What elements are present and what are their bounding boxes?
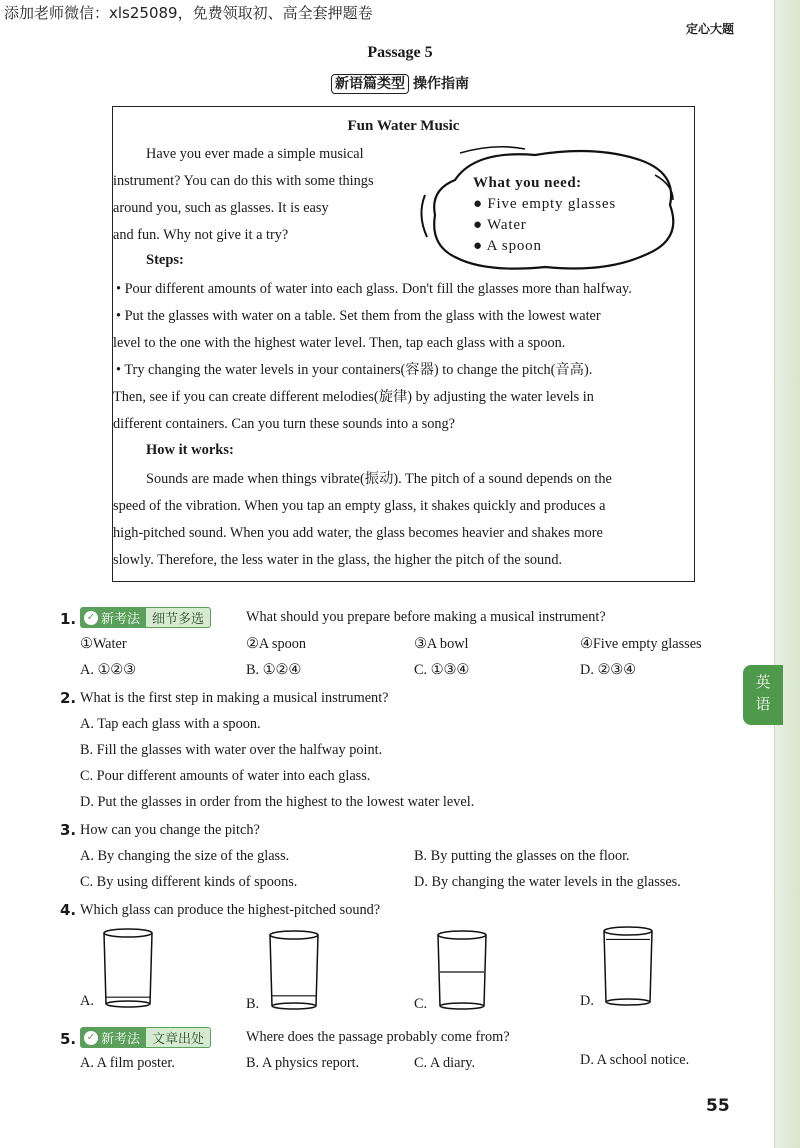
question-text: Where does the passage probably come from? xyxy=(246,1029,510,1045)
answer-option[interactable]: C. Pour different amounts of water into each glass. xyxy=(80,768,371,784)
question-number: 5. xyxy=(60,1030,77,1048)
question-text: What is the first step in making a musical instrument? xyxy=(80,690,389,706)
tag-main: 新考法 xyxy=(101,612,141,627)
lightbulb-icon: ✓ xyxy=(84,611,98,625)
question-number: 2. xyxy=(60,689,77,707)
steps-heading: Steps: xyxy=(146,252,184,268)
answer-option[interactable]: D. xyxy=(580,993,594,1009)
steps-line: • Pour different amounts of water into each glass. Don't fill the glasses more than halfway. xyxy=(116,281,632,297)
tag-main: 新考法 xyxy=(101,1032,141,1047)
cloud-item: ● Water xyxy=(473,217,527,233)
answer-option[interactable]: D. Put the glasses in order from the highest to the lowest water level. xyxy=(80,794,475,810)
how-line: slowly. Therefore, the less water in the glass, the higher the pitch of the sound. xyxy=(113,552,563,568)
answer-option[interactable]: D. By changing the water levels in the glasses. xyxy=(414,874,681,890)
intro-line: and fun. Why not give it a try? xyxy=(113,227,289,243)
item-option: ①Water xyxy=(80,636,127,652)
answer-option[interactable]: B. ①②④ xyxy=(246,662,302,678)
question-number: 1. xyxy=(60,610,77,628)
answer-option[interactable]: D. A school notice. xyxy=(580,1052,690,1068)
tag-sub: 细节多选 xyxy=(146,607,211,628)
how-it-works-heading: How it works: xyxy=(146,442,234,458)
answer-option[interactable]: C. ①③④ xyxy=(414,662,470,678)
cloud-title: What you need: xyxy=(473,175,582,191)
question-text: Which glass can produce the highest-pitched sound? xyxy=(80,902,381,918)
question-text: How can you change the pitch? xyxy=(80,822,260,838)
steps-line: Then, see if you can create different melodies(旋律) by adjusting the water levels in xyxy=(113,389,594,405)
answer-option[interactable]: B. Fill the glasses with water over the halfway point. xyxy=(80,742,383,758)
how-line: speed of the vibration. When you tap an empty glass, it shakes quickly and produces a xyxy=(113,498,606,514)
steps-line: • Put the glasses with water on a table. Set them from the glass with the lowest water xyxy=(116,308,601,324)
article-title: Fun Water Music xyxy=(347,118,460,134)
lightbulb-icon: ✓ xyxy=(84,1031,98,1045)
glass-b-icon xyxy=(266,930,322,1012)
answer-option[interactable]: A. By changing the size of the glass. xyxy=(80,848,290,864)
cloud-item: ● Five empty glasses xyxy=(473,196,616,212)
page-number: 55 xyxy=(706,1096,730,1116)
steps-line: • Try changing the water levels in your containers(容器) to change the pitch(音高). xyxy=(116,362,593,378)
steps-line: level to the one with the highest water level. Then, tap each glass with a spoon. xyxy=(113,335,566,351)
glass-d-icon xyxy=(600,926,656,1008)
cloud-item: ● A spoon xyxy=(473,238,542,254)
passage-type-text: 操作指南 xyxy=(413,76,469,92)
side-tab-char: 英 xyxy=(755,673,771,691)
answer-option[interactable]: A. ①②③ xyxy=(80,662,136,678)
answer-option[interactable]: B. By putting the glasses on the floor. xyxy=(414,848,630,864)
page-edge xyxy=(774,0,800,1148)
answer-option[interactable]: D. ②③④ xyxy=(580,662,636,678)
steps-line: different containers. Can you turn these sounds into a song? xyxy=(113,416,455,432)
intro-line: instrument? You can do this with some things xyxy=(113,173,374,189)
question-text: What should you prepare before making a musical instrument? xyxy=(246,609,606,625)
how-line: high-pitched sound. When you add water, the glass becomes heavier and shakes more xyxy=(113,525,603,541)
answer-option[interactable]: C. A diary. xyxy=(414,1055,476,1071)
passage-type-tag: 新语篇类型 xyxy=(331,74,409,94)
tag-sub: 文章出处 xyxy=(146,1027,211,1048)
side-tab-char: 语 xyxy=(755,695,771,713)
question-number: 4. xyxy=(60,901,77,919)
passage-title: Passage 5 xyxy=(367,44,433,61)
answer-option[interactable]: C. By using different kinds of spoons. xyxy=(80,874,298,890)
how-line: Sounds are made when things vibrate(振动). The pitch of a sound depends on the xyxy=(146,471,612,487)
new-test-tag xyxy=(80,1027,211,1048)
answer-option[interactable]: A. A film poster. xyxy=(80,1055,175,1071)
item-option: ②A spoon xyxy=(246,636,307,652)
item-option: ④Five empty glasses xyxy=(580,636,702,652)
answer-option[interactable]: C. xyxy=(414,996,428,1012)
header-label: 定心大题 xyxy=(685,22,734,36)
watermark: 添加老师微信：xls25089，免费领取初、高全套押题卷 xyxy=(4,4,373,22)
answer-option[interactable]: A. Tap each glass with a spoon. xyxy=(80,716,261,732)
answer-option[interactable]: B. xyxy=(246,996,260,1012)
glass-a-icon xyxy=(100,928,156,1010)
answer-option[interactable]: A. xyxy=(80,993,94,1009)
new-test-tag xyxy=(80,607,211,628)
item-option: ③A bowl xyxy=(414,636,469,652)
answer-option[interactable]: B. A physics report. xyxy=(246,1055,360,1071)
intro-line: around you, such as glasses. It is easy xyxy=(113,200,329,216)
passage-type-line xyxy=(0,73,800,94)
subject-side-tab[interactable] xyxy=(743,665,783,725)
question-number: 3. xyxy=(60,821,77,839)
glass-c-icon xyxy=(434,930,490,1012)
intro-line: Have you ever made a simple musical xyxy=(146,146,364,162)
